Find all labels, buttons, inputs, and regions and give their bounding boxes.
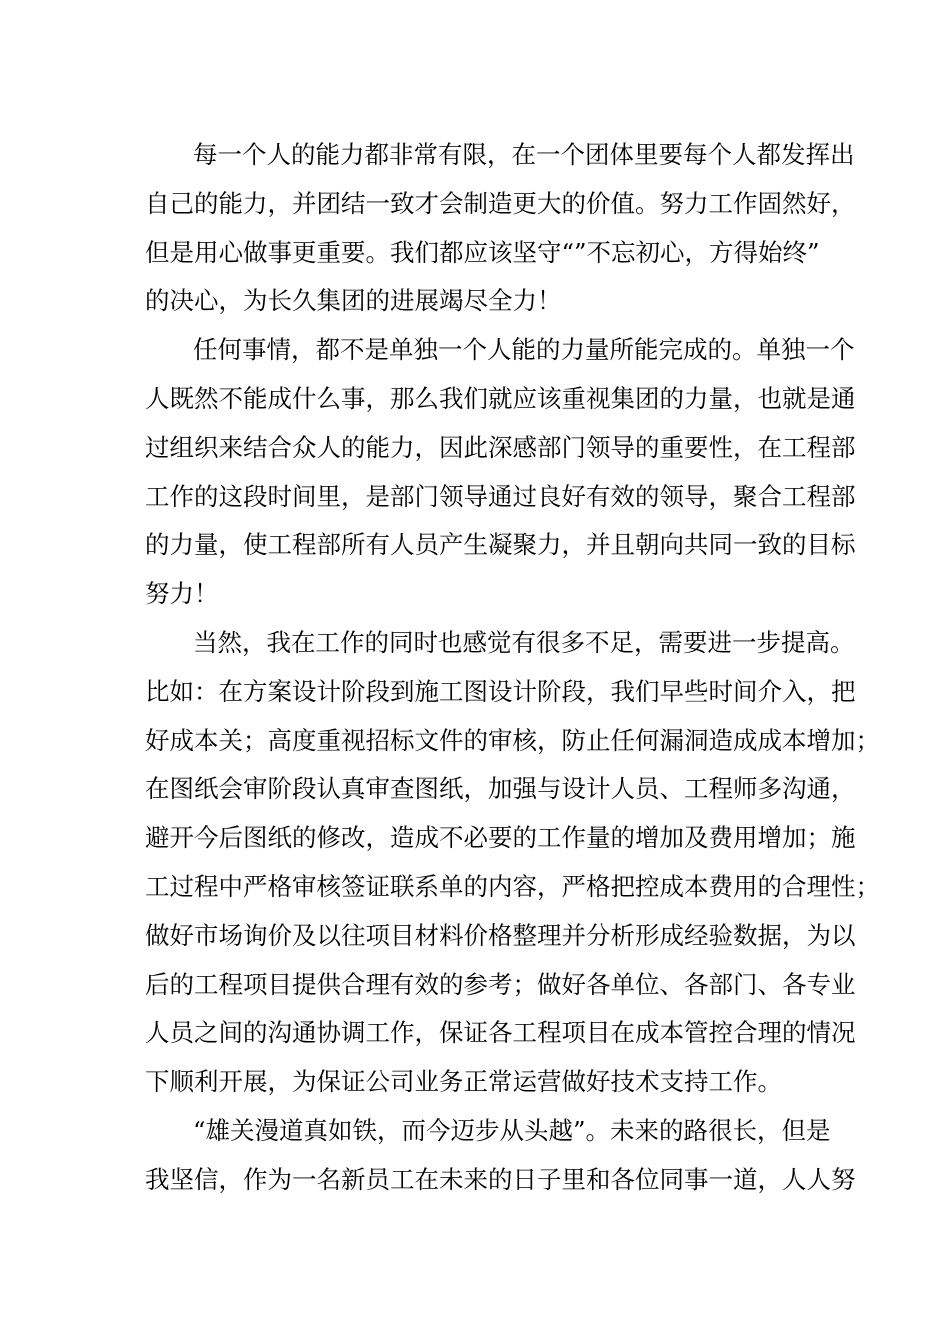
paragraph-3-line-1: 当然，我在工作的同时也感觉有很多不足，需要进一步提高。 <box>193 627 855 657</box>
paragraph-2-line-6: 努力！ <box>145 579 219 609</box>
paragraph-2 <box>145 326 856 619</box>
paragraph-3-line-2: 比如：在方案设计阶段到施工图设计阶段，我们早些时间介入，把 <box>145 676 856 706</box>
paragraph-3-line-7: 做好市场询价及以往项目材料价格整理并分析形成经验数据，为以 <box>145 920 856 950</box>
paragraph-1-line-2: 自己的能力，并团结一致才会制造更大的价值。努力工作固然好， <box>145 188 856 218</box>
paragraph-2-line-1: 任何事情，都不是单独一个人能的力量所能完成的。单独一个 <box>193 335 855 365</box>
paragraph-3-line-3: 好成本关；高度重视招标文件的审核，防止任何漏洞造成成本增加； <box>145 725 880 755</box>
paragraph-3-line-6: 工过程中严格审核签证联系单的内容，严格把控成本费用的合理性； <box>145 871 880 901</box>
paragraph-1-line-4: 的决心，为长久集团的进展竭尽全力！ <box>145 286 562 316</box>
paragraph-2-line-4: 工作的这段时间里，是部门领导通过良好有效的领导，聚合工程部 <box>145 481 856 511</box>
paragraph-2-line-5: 的力量，使工程部所有人员产生凝聚力，并且朝向共同一致的目标 <box>145 530 856 560</box>
paragraph-3-line-8: 后的工程项目提供合理有效的参考；做好各单位、各部门、各专业 <box>145 969 856 999</box>
paragraph-1-line-1: 每一个人的能力都非常有限，在一个团体里要每个人都发挥出 <box>193 140 855 169</box>
paragraph-3-line-10: 下顺利开展，为保证公司业务正常运营做好技术支持工作。 <box>145 1067 782 1097</box>
paragraph-1 <box>145 131 856 326</box>
paragraph-4 <box>145 1107 856 1205</box>
paragraph-3-line-9: 人员之间的沟通协调工作，保证各工程项目在成本管控合理的情况 <box>145 1018 856 1048</box>
paragraph-4-line-1: “雄关漫道真如铁，而今迈步从头越”。未来的路很长，但是 <box>193 1115 831 1145</box>
paragraph-2-line-3: 过组织来结合众人的能力，因此深感部门领导的重要性，在工程部 <box>145 432 856 462</box>
paragraph-4-line-2: 我坚信，作为一名新员工在未来的日子里和各位同事一道，人人努 <box>145 1164 856 1194</box>
paragraph-1-line-3: 但是用心做事更重要。我们都应该坚守“”不忘初心，方得始终” <box>145 237 820 267</box>
paragraph-3-line-5: 避开今后图纸的修改，造成不必要的工作量的增加及费用增加；施 <box>145 823 856 853</box>
paragraph-3-line-4: 在图纸会审阶段认真审查图纸，加强与设计人员、工程师多沟通， <box>145 774 856 804</box>
document-body <box>145 131 880 1205</box>
paragraph-3 <box>145 619 880 1107</box>
paragraph-2-line-2: 人既然不能成什么事，那么我们就应该重视集团的力量，也就是通 <box>145 383 856 413</box>
